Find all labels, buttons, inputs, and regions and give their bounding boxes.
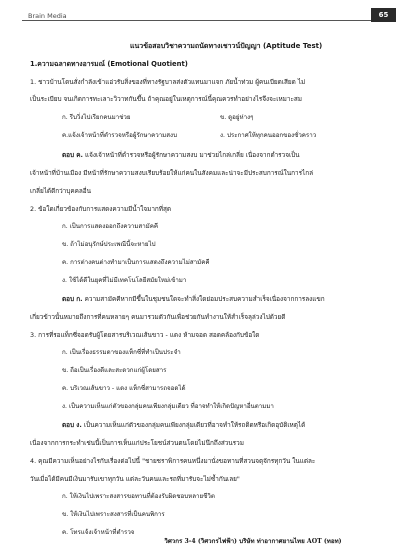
question-2-line-1: 2. ข้อใดเกี่ยวข้องกับการแสดงความมีน้ำใจมากที่สุด xyxy=(30,205,172,213)
question-4-line-1: 4. คุณมีความเห็นอย่างไรกับเรื่องต่อไปนี้ "ชายชราพิการคนหนึ่งมานั่งขอทานที่สวนจตุจักรทุกวัน ในแต่ละ xyxy=(30,457,316,465)
q3-option-b: ข. ถือเป็นเรื่องดีและสะดวกแก่ผู้โดยสาร xyxy=(62,367,167,374)
q4-option-a: ก. ให้เงินไปเพราะสงสารขอทานที่ต้องรับผิดชอบหลายชีวิต xyxy=(62,493,215,500)
q2-option-d: ง. ใช้ได้ดีในยุคที่ไม่มีเทคโนโลยีสมัยใหม่เข้ามา xyxy=(62,277,187,284)
q4-option-b: ข. ให้เงินไปเพราะสงสารที่เป็นคนพิการ xyxy=(62,511,165,518)
question-3-line-1: 3. การที่รอแท็กซี่จอดรับผู้โดยสารบริเวณเส้นขาว - แดง ห้ามจอด สอดคล้องกับข้อใด xyxy=(30,331,260,339)
q2-option-b: ข. ถ้าไม่อนุรักษ์ประเพณีนี้จะหายไป xyxy=(62,241,156,248)
q1-option-b: ข. ดูอยู่ห่างๆ xyxy=(220,114,254,121)
page-footer: วิศวกร 3-4 (วิศวกรไฟฟ้า) บริษัท ท่าอากาศยานไทย AOT (ทอท) xyxy=(164,538,342,545)
q4-option-c: ค. โทรแจ้งเจ้าหน้าที่ตำรวจ xyxy=(62,529,135,536)
q3-option-a: ก. เป็นเรื่องธรรมดาของแท็กซี่ที่ทำเป็นประจำ xyxy=(62,349,181,356)
q2-option-a: ก. เป็นการแสดงออกถึงความสามัคคี xyxy=(62,223,159,230)
question-4-line-2: วันเมื่อได้มีคนมีเงินมารับเขาทุกวัน แต่ละวันคนและรถที่มารับจะไม่ซ้ำกันเลย" xyxy=(30,475,240,483)
q2-option-c: ค. การต่างคนต่างทำมาเป็นการแสดงถึงความไม่สามัคคี xyxy=(62,259,210,266)
q1-answer-line-3: เกลี่ยได้ดีกว่าบุคคลอื่น xyxy=(30,187,92,195)
q1-option-a: ก. รีบวิ่งไปเรียกคนมาช่วย xyxy=(62,114,131,121)
q3-option-d: ง. เป็นความเห็นแก่ตัวของกลุ่มคนเพียงกลุ่มเดียว ที่อาจทำให้เกิดปัญหาอื่นตามมา xyxy=(62,403,274,410)
document-title: แนวข้อสอบวิชาความถนัดทางเชาวน์ปัญญา (Aptitude Test) xyxy=(130,42,323,50)
q1-answer-line-2: เจ้าหน้าที่บ้านเมือง มีหน้าที่รักษาความสงบเรียบร้อยให้แก่คนในสังคมและน่าจะมีประสบการณ์ในการไกล่ xyxy=(30,169,314,177)
section-heading: 1.ความฉลาดทางอารมณ์ (Emotional Quotient) xyxy=(30,60,188,68)
q3-option-c: ค. บริเวณเส้นขาว - แดง แท็กซี่สามารถจอดได้ xyxy=(62,385,186,392)
header-divider xyxy=(22,20,371,21)
brand-name: Brain Media xyxy=(28,12,67,20)
q2-answer-line-2: เกี่ยวข้าวนั้นหมายถึงการที่คนหลายๆ คนมารวมตัวกันเพื่อช่วยกันทำงานให้สำเร็จลุล่วงไปด้วยดี xyxy=(30,313,286,321)
q3-answer-line-2: เนื่องจากการกระทำเช่นนี้เป็นการเห็นแก่ประโยชน์ส่วนตนโดยไม่นึกถึงส่วนรวม xyxy=(30,439,244,447)
q3-answer-line-1: ตอบ ง. เป็นความเห็นแก่ตัวของกลุ่มคนเพียงกลุ่มเดียวที่อาจทำให้รถติดหรือเกิดอุบัติเหตุได้ xyxy=(62,421,306,429)
q2-answer-line-1: ตอบ ก. ความสามัคคีหากมีขึ้นในชุมชนใดจะทำสิ่งใดย่อมประสบความสำเร็จเนื่องจากการลงแขก xyxy=(62,295,325,303)
question-1-line-1: 1. ชาวบ้านโดนสั่งกำลังเข้าแอ่วรับสิ่งของที่ทางรัฐบาลส่งตัวแทนมาแจก ภัยน้ำท่วม ผู้คนเบียดเสียด ไม่ xyxy=(30,78,306,86)
page-number-badge: 65 xyxy=(371,8,396,22)
question-1-line-2: เป็นระเบียบ จนเกิดการทะเลาะวิวาทกันขึ้น ถ้าคุณอยู่ในเหตุการณ์นี้คุณควรทำอย่างไรจึงจะเหมาะสม xyxy=(30,95,302,103)
q1-option-d: ง. ประกาศให้ทุกคนออกของชั่วคราว xyxy=(220,132,317,139)
q1-answer-line-1: ตอบ ค. แจ้งเจ้าหน้าที่ตำรวจหรือผู้รักษาความสงบ มาช่วยไกล่เกลี่ย เนื่องจากตำรวจเป็น xyxy=(62,151,300,159)
q1-option-c: ค.แจ้งเจ้าหน้าที่ตำรวจหรือผู้รักษาความสงบ xyxy=(62,132,177,139)
